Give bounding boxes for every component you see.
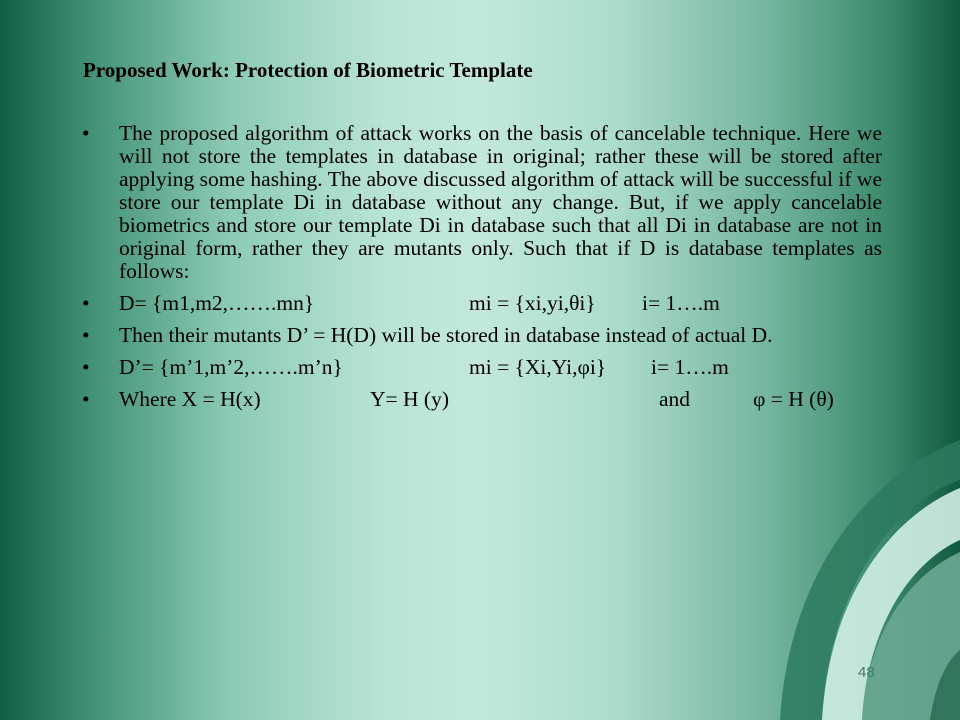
formula-row [119,356,882,379]
x-hash-definition: Where X = H(x) [119,387,261,411]
mutant-minutia-definition: mi = {Xi,Yi,φi} [469,355,607,379]
bullet-item [82,292,882,315]
y-hash-definition: Y= H (y) [370,387,449,411]
bullet-item [82,356,882,379]
phi-hash-definition: φ = H (θ) [753,387,834,411]
index-range: i= 1….m [642,291,720,315]
slide-title: Proposed Work: Protection of Biometric Template [83,58,533,82]
bullet-list [82,122,882,420]
template-set: D= {m1,m2,…….mn} [119,291,315,315]
bullet-marker: • [82,323,90,347]
mutant-set: D’= {m’1,m’2,…….m’n} [119,355,343,379]
formula-row [119,292,882,315]
minutia-definition: mi = {xi,yi,θi} [469,291,596,315]
bullet-marker: • [82,355,90,379]
bullet-item [82,324,882,347]
index-range: i= 1….m [651,355,729,379]
conjunction: and [659,387,691,411]
bullet-marker: • [82,387,90,411]
page-number: 48 [858,664,875,681]
bullet-marker: • [82,121,90,145]
bullet-item [82,122,882,283]
bullet-text: The proposed algorithm of attack works on the basis of cancelable technique. Here we will not store the templates in database in original; rather these will be stored after applying some hashing. The above discussed algorithm of attack will be successful if we store our template Di in database without any change. But, if we apply cancelable biometrics and store our template Di in database such that all Di in database are not in original form, rather they are mutants only. Such that if D is database templates as follows: [119,121,882,283]
bullet-marker: • [82,291,90,315]
bullet-text: Then their mutants D’ = H(D) will be stored in database instead of actual D. [119,323,773,347]
bullet-item [82,388,882,411]
formula-row [119,388,882,411]
